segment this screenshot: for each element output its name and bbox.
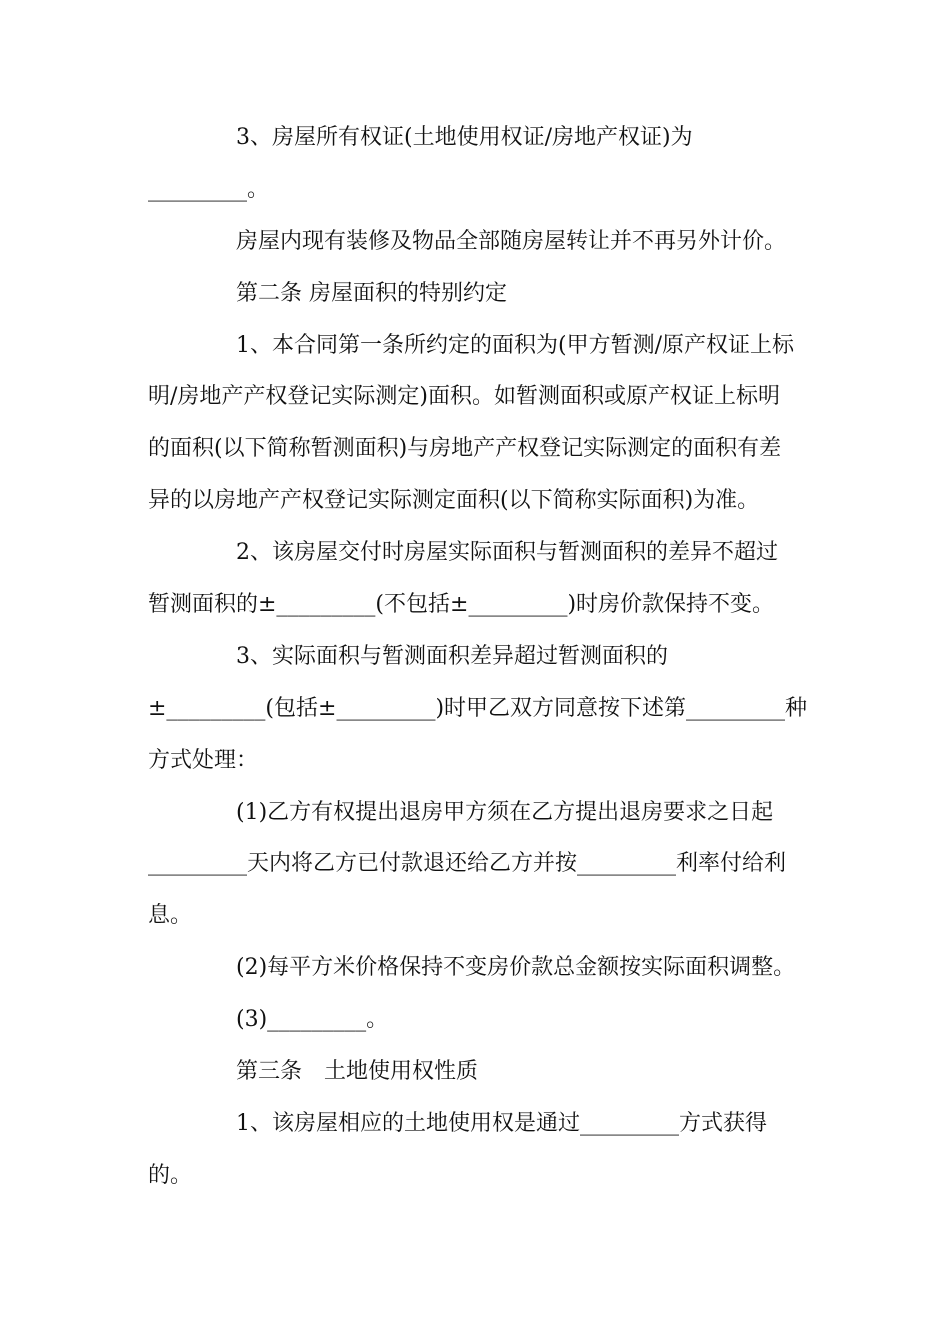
clause-line: _________。 <box>148 176 270 202</box>
clause-line: 的面积(以下简称暂测面积)与房地产产权登记实际测定的面积有差 <box>148 436 782 462</box>
clause-line: 明/房地产产权登记实际测定)面积。如暂测面积或原产权证上标明 <box>148 384 780 410</box>
clause-line: 1、本合同第一条所约定的面积为(甲方暂测/原产权证上标 <box>236 332 794 358</box>
clause-line: _________天内将乙方已付款退还给乙方并按_________利率付给利 <box>148 851 787 877</box>
clause-line: 1、该房屋相应的土地使用权是通过_________方式获得 <box>236 1110 767 1136</box>
clause-line: 3、实际面积与暂测面积差异超过暂测面积的 <box>236 643 668 669</box>
clause-line: 暂测面积的±_________(不包括±_________)时房价款保持不变。 <box>148 592 775 618</box>
clause-line: 房屋内现有装修及物品全部随房屋转让并不再另外计价。 <box>236 228 787 254</box>
clause-line: (3)_________。 <box>236 1007 389 1033</box>
clause-line: ±_________(包括±_________)时甲乙双方同意按下述第_________种 <box>148 695 808 721</box>
clause-line: (2)每平方米价格保持不变房价款总金额按实际面积调整。 <box>236 955 796 981</box>
clause-line: (1)乙方有权提出退房甲方须在乙方提出退房要求之日起 <box>236 799 774 825</box>
clause-line: 息。 <box>148 903 193 929</box>
clause-line: 2、该房屋交付时房屋实际面积与暂测面积的差异不超过 <box>236 540 778 566</box>
clause-line: 的。 <box>148 1162 193 1188</box>
clause-line: 异的以房地产产权登记实际测定面积(以下简称实际面积)为准。 <box>148 488 760 514</box>
clause-line: 3、房屋所有权证(土地使用权证/房地产权证)为 <box>236 125 693 150</box>
section-heading: 第三条 土地使用权性质 <box>236 1059 479 1085</box>
document-body <box>148 112 808 1202</box>
clause-line: 方式处理： <box>148 747 259 773</box>
section-heading: 第二条 房屋面积的特别约定 <box>236 280 507 306</box>
